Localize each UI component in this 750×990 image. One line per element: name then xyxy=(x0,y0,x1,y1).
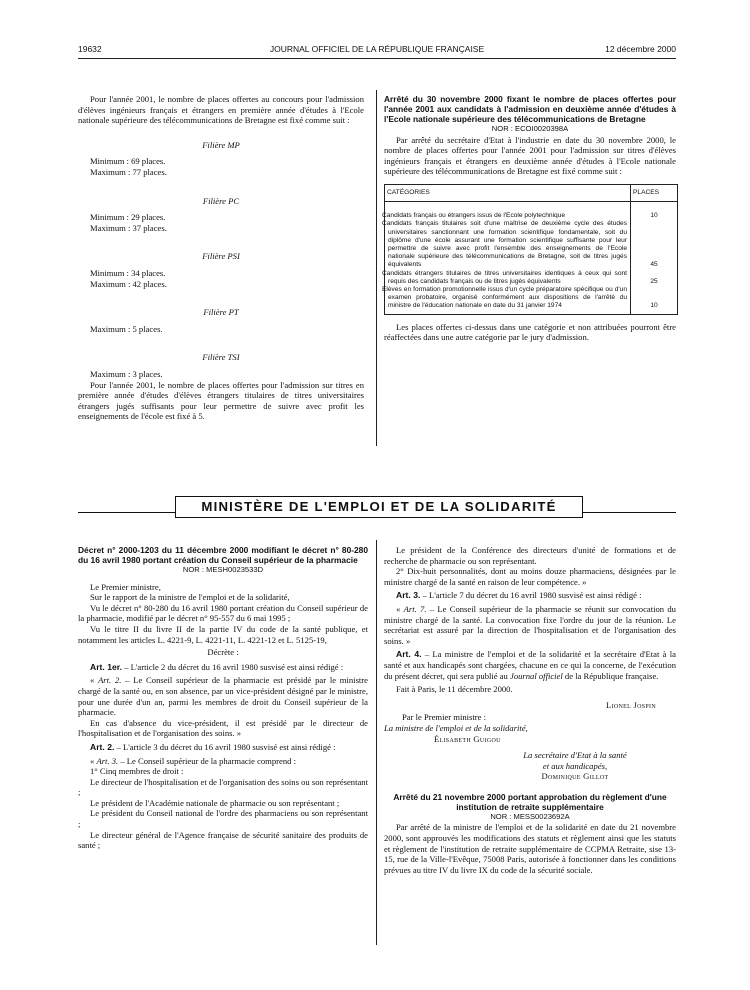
table-row xyxy=(385,220,678,269)
article-text: – La ministre de l'emploi et de la solidarité et la secrétaire d'Etat à la santé et aux handicapés sont chargées, chacune en ce qui la concerne, de l'exécution du présent décret, qui sera publié au xyxy=(384,649,676,681)
ministry-rule-right xyxy=(583,512,676,513)
decret-title: Décret n° 2000-1203 du 11 décembre 2000 modifiant le décret n° 80-280 du 16 avril 1980 portant création du Conseil supérieur de la pharmacie xyxy=(78,545,368,565)
category-label: Candidats français titulaires soit d'une maîtrise de deuxième cycle des études universitaires sanctionnant une formation scientifique fondamentale, soit du diplôme d'une école assurant une formation scientifique suffisante pour leur permettre de suivre avec profit l'ensemble des enseignements de l'Ecole nationale supérieure des télécommunications de Bretagne, soit de titres jugés équivalents xyxy=(385,220,631,269)
ministry-rule-left xyxy=(78,512,175,513)
page-number: 19632 xyxy=(78,44,102,54)
table-row xyxy=(385,286,678,314)
filiere-line: Maximum : 5 places. xyxy=(90,323,163,334)
filiere-line: Maximum : 42 places. xyxy=(90,278,167,289)
filiere-heading: Filière PSI xyxy=(202,251,240,262)
article-label: Art. 3. xyxy=(396,590,421,601)
signature-caption: Par le Premier ministre : xyxy=(402,712,487,723)
signatory-name: Élisabeth Guigou xyxy=(434,733,501,744)
places-intro: Pour l'année 2001, le nombre de places offertes au concours pour l'admission d'élèves ingénieurs français et étrangers en première année d'études à l'Ecole nationale supérieure des télécommunications de Bretagne est fixé comme suit : xyxy=(78,94,364,126)
category-label: Candidats français ou étrangers issus de l'Ecole polytechnique xyxy=(385,202,631,221)
column-rule xyxy=(376,540,377,945)
right-bottom-column: Le président de la Conférence des directeurs d'unité de formations et de recherche de pharmacie ou son représentant. 2° Dix-huit personnalités, dont au moins douze pharmaciens, désignées par le ministre chargé de la santé en raison de leur compétence. » Art. 3. – L'article 7 du décret du 16 avril 1980 susvisé est ainsi rédigé : « Art. 7. – Le Conseil supérieur de la pharmacie se réunit sur convocation du ministre chargé de la santé. La convocation fixe l'ordre du jour de la réunion. Le secrétariat est assuré par la direction de l'hospitalisation et de l'organisation des soins. » Art. 4. – La ministre de l'emploi et de la solidarité et la secrétaire d'Etat à la santé et aux handicapés sont chargées, chacune en ce qui la concerne, de l'exécution du présent décret, qui sera publié au Journal officiel de la République française. Fait à Paris, le 11 décembre 2000. Lionel Jospin Par le Premier ministre : La ministre de l'emploi et de la solidarité, Élisabeth Guigou La secrétaire d'Etat à la santé et aux handicapés, Dominique Gillot Arrêté du 21 novembre 2000 portant approbation du règlement d'une institution de retraite supplémentaire NOR : MESS0023692A Par arrêté de la ministre de l'emploi et de la solidarité en date du 21 novembre 2000, sont approuvés les modifications des statuts et règlement ainsi que les statuts et règlement de l'institution de retraite supplémentaire de CCPMA Retraite, sise 13-15, rue de la Ville-l'Evêque, 75008 Paris, autorisée à fonctionner dans les conditions prévues au titre IV du livre IX du code de la sécurité sociale. xyxy=(384,545,676,875)
table-header-categories: CATÉGORIES xyxy=(385,184,631,201)
member-line: Le directeur général de l'Agence française de sécurité sanitaire des produits de santé ; xyxy=(78,829,368,851)
article-text: – L'article 2 du décret du 16 avril 1980 susvisé est ainsi rédigé : xyxy=(122,661,344,672)
column-rule xyxy=(376,90,377,446)
issue-date: 12 décembre 2000 xyxy=(605,44,676,54)
signatory-title: La ministre de l'emploi et de la solidarité, xyxy=(384,722,528,733)
article-text: – L'article 3 du décret du 16 avril 1980 susvisé est ainsi rédigé : xyxy=(114,741,336,752)
nor-reference: NOR : MESS0023692A xyxy=(490,811,570,821)
table-header-places: PLACES xyxy=(631,184,678,201)
journal-officiel-ref: Journal officiel xyxy=(510,670,563,681)
arrete-title: Arrêté du 30 novembre 2000 fixant le nombre de places offertes pour l'année 2001 aux candidats à l'admission en deuxième année d'études à l'Ecole nationale supérieure des télécommunications de Bretagne xyxy=(384,94,676,124)
filiere-line: Minimum : 29 places. xyxy=(90,212,166,223)
filiere-line: Maximum : 77 places. xyxy=(90,166,167,177)
article-text: – Le Conseil supérieur de la pharmacie comprend : xyxy=(118,755,296,766)
filiere-line: Maximum : 37 places. xyxy=(90,222,167,233)
article-label: Art. 2. xyxy=(90,741,115,752)
signatory-title: et aux handicapés, xyxy=(542,760,608,771)
table-row xyxy=(385,270,678,286)
nor-reference: NOR : MESH0023533D xyxy=(182,565,264,574)
article-label: Art. 4. xyxy=(396,649,422,660)
left-bottom-column: Décret n° 2000-1203 du 11 décembre 2000 modifiant le décret n° 80-280 du 16 avril 1980 portant création du Conseil supérieur de la pharmacie NOR : MESH0023533D Le Premier ministre, Sur le rapport de la ministre de l'emploi et de la solidarité, Vu le décret n° 80-280 du 16 avril 1980 portant création du Conseil supérieur de la pharmacie, modifié par le décret n° 95-557 du 6 mai 1995 ; Vu le titre II du livre II de la partie IV du code de la santé publique, et notamment les articles L. 4221-9, L. 4221-11, L. 4221-12 et L. 5125-19, Décrète : Art. 1er. – L'article 2 du décret du 16 avril 1980 susvisé est ainsi rédigé : « Art. 2. – Le Conseil supérieur de la pharmacie est présidé par le ministre chargé de la santé ou, en son absence, par un vice-président désigné par le ministre, pour une durée d'un an, parmi les membres de droit du Conseil supérieur de la pharmacie. En cas d'absence du vice-président, il est présidé par le directeur de l'hospitalisation et de l'organisation des soins. » Art. 2. – L'article 3 du décret du 16 avril 1980 susvisé est ainsi rédigé : « Art. 3. – Le Conseil supérieur de la pharmacie comprend : 1° Cinq membres de droit : Le directeur de l'hospitalisation et de l'organisation des soins ou son représentant ; Le président de l'Académie nationale de pharmacie ou son représentant ; Le président du Conseil national de l'ordre des pharmaciens ou son représentant ; Le directeur général de l'Agence française de sécurité sanitaire des produits de santé ; xyxy=(78,545,368,851)
page-header xyxy=(78,44,676,58)
decret-paragraph: Vu le titre II du livre II de la partie IV du code de la santé publique, et notamment les articles L. 4221-9, L. 4221-11, L. 4221-12 et L. 5125-19, xyxy=(78,623,368,645)
filiere-heading: Filière MP xyxy=(202,139,240,150)
arrete-text: Par arrêté de la ministre de l'emploi et de la solidarité en date du 21 novembre 2000, sont approuvés les modifications des statuts et règlement ainsi que les statuts et règlement de l'institution de retraite supplémentaire de CCPMA Retraite, sise 13-15, rue de la Ville-l'Evêque, 75008 Paris, autorisée à fonctionner dans les conditions prévues au titre IV du livre IX du code de la sécurité sociale. xyxy=(384,822,676,875)
places-value: 10 xyxy=(631,202,678,221)
arrete-intro: Par arrêté du secrétaire d'Etat à l'industrie en date du 30 novembre 2000, le nombre de places offertes pour l'année 2001 pour l'admission sur titres d'élèves ingénieurs français et étrangers en deuxième année d'études à l'Ecole nationale supérieure des télécommunications de Bretagne est fixé comme suit : xyxy=(384,134,676,177)
filiere-line: Minimum : 69 places. xyxy=(90,156,166,167)
article-text: de la République française. xyxy=(562,670,659,681)
table-row xyxy=(385,202,678,221)
left-top-column xyxy=(78,94,364,422)
article-text: – Le Conseil supérieur de la pharmacie est présidé par le ministre chargé de la santé ou, en son absence, par un vice-président désigné par le ministre, pour une durée d'un an, parmi les membres de droit du Conseil supérieur de la pharmacie. xyxy=(78,675,368,718)
category-label: Candidats étrangers titulaires de titres universitaires identiques à ceux qui sont requis des candidats français ou de titres jugés équivalents xyxy=(385,270,631,286)
right-top-column xyxy=(384,94,676,343)
signatory-name: Lionel Jospin xyxy=(606,699,656,710)
decret-paragraph: Vu le décret n° 80-280 du 16 avril 1980 portant création du Conseil supérieur de la pharmacie, modifié par le décret n° 95-557 du 6 mai 1995 ; xyxy=(78,602,368,624)
article-text: – L'article 7 du décret du 16 avril 1980 susvisé est ainsi rédigé : xyxy=(420,590,642,601)
article-label: Art. 3. xyxy=(96,755,119,766)
categories-table xyxy=(384,184,678,315)
article-label: Art. 7. xyxy=(403,603,427,614)
places-value: 25 xyxy=(631,270,678,286)
member-line: 1° Cinq membres de droit : xyxy=(90,766,184,777)
signing-place-date: Fait à Paris, le 11 décembre 2000. xyxy=(396,684,513,695)
arrete-title: Arrêté du 21 novembre 2000 portant approbation du règlement d'une institution de retraite supplémentaire xyxy=(393,791,667,812)
decret-paragraph: Le Premier ministre, xyxy=(90,581,161,592)
member-line: Le directeur de l'hospitalisation et de l'organisation des soins ou son représentant ; xyxy=(78,776,368,798)
filiere-line: Maximum : 3 places. xyxy=(90,368,163,379)
filiere-line: Minimum : 34 places. xyxy=(90,267,166,278)
decret-paragraph: Sur le rapport de la ministre de l'emploi et de la solidarité, xyxy=(90,592,290,603)
member-line: Le président de l'Académie nationale de pharmacie ou son représentant ; xyxy=(90,797,340,808)
article-label: Art. 1er. xyxy=(90,661,123,672)
decrete-label: Décrète : xyxy=(207,647,239,658)
signatory-title: La secrétaire d'Etat à la santé xyxy=(523,750,627,761)
article-text: – Le Conseil supérieur de la pharmacie se réunit sur convocation du ministre chargé de la santé. La convocation fixe l'ordre du jour de la réunion. Le secrétariat est assuré par la direction de l'hospitalisation et de l'organisation des soins. » xyxy=(384,603,676,646)
places-value: 45 xyxy=(631,220,678,269)
filiere-heading: Filière TSI xyxy=(202,352,240,363)
header-rule xyxy=(78,58,676,59)
member-line: Le président du Conseil national de l'ordre des pharmaciens ou son représentant ; xyxy=(78,808,368,830)
category-label: Elèves en formation promotionnelle issus d'un cycle préparatoire spécifique ou d'un examen probatoire, organisé conformément aux dispositions de l'arrêté du ministre de l'éducation nationale en date du 31 janvier 1974 xyxy=(385,286,631,314)
nor-reference: NOR : ECOI0020398A xyxy=(491,124,569,133)
places-value: 10 xyxy=(631,286,678,314)
table-note: Les places offertes ci-dessus dans une catégorie et non attribuées pourront être réaffectées dans une autre catégorie par le jury d'admission. xyxy=(384,321,676,343)
member-line: 2° Dix-huit personnalités, dont au moins douze pharmaciens, désignées par le ministre chargé de la santé en raison de leur compétence. » xyxy=(384,566,676,587)
filiere-heading: Filière PC xyxy=(202,195,240,206)
article-label: Art. 2. xyxy=(98,675,122,686)
places-outro: Pour l'année 2001, le nombre de places offertes pour l'admission sur titres en première année d'études d'élèves étrangers titulaires de titres universitaires étrangers jugés suffisants pour leur permettre de suivre avec profit les enseignements de l'école est fixé à 5. xyxy=(78,379,364,422)
filiere-heading: Filière PT xyxy=(203,307,239,318)
signatory-name: Dominique Gillot xyxy=(541,771,609,782)
ministry-heading: MINISTÈRE DE L'EMPLOI ET DE LA SOLIDARITÉ xyxy=(175,496,583,518)
member-line: Le président de la Conférence des directeurs d'unité de formations et de recherche de pharmacie ou son représentant. xyxy=(384,545,676,566)
decret-paragraph: En cas d'absence du vice-président, il est présidé par le directeur de l'hospitalisation et de l'organisation des soins. » xyxy=(78,717,368,739)
journal-title: JOURNAL OFFICIEL DE LA RÉPUBLIQUE FRANÇAISE xyxy=(269,44,485,54)
